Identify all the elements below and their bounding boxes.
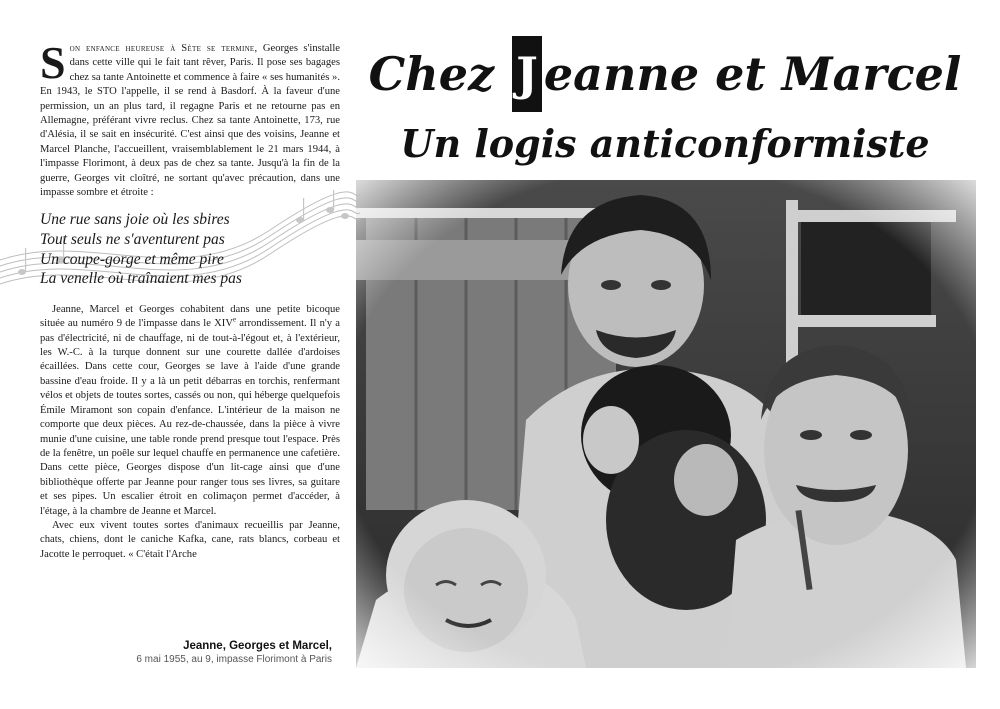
title-line-1: Chez J eanne et Marcel [350, 36, 980, 112]
caption-names: Jeanne, Georges et Marcel, [183, 640, 332, 652]
intro-paragraph [40, 37, 340, 200]
title-line-2: Un logis anticonformiste [400, 121, 930, 166]
poem-line: Une rue sans joie où les sbires [40, 211, 230, 229]
black-white-photo [356, 180, 976, 668]
caption-date: 6 mai 1955, au 9, impasse Florimont à Paris [136, 654, 332, 665]
poem-line: Tout seuls ne s'aventurent pas [40, 231, 225, 249]
photo-caption [32, 640, 332, 665]
title-initial-box: J [512, 36, 542, 112]
article-column [40, 37, 340, 562]
song-quote [40, 210, 340, 288]
intro-text: Georges s'installe dans cette ville qui le fait tant rêver, Paris. Il pose ses bagages chez sa tante Antoinette et commence à faire « ses humanités ». En 1943, le STO l'appelle, il se rend à Basdorf. À la faveur d'une permission, un an plus tard, il regagne Paris et ne retourne pas en Allemagne, préférant vivre reclus. Chez sa tante Antoinette, 173, rue d'Alésia, il se sait en insécurité. C'est ainsi que des voisins, Jeanne et Marcel Planche, l'accueillent, vraisemblablement le 21 mars 1944, à l'impasse Florimont, à deux pas de chez sa tante. Jusqu'à la fin de la guerre, Georges vit cloîtré, ne sortant qu'avec précaution, dans une impasse sombre et étroite : [40, 43, 340, 199]
body-paragraph: Jeanne, Marcel et Georges cohabitent dans une petite bicoque située au numéro 9 de l'impasse dans le XIVe arrondissement. Il n'y a pas d'électricité, ni de chauffage, ni de tout-à-l'égout et, à l'extérieur, les W.-C. à la turque donnent sur une courette dallée d'ardoises écaillées. Dans cette cour, Georges se lave à l'aide d'une grande bassine d'eau froide. Il y a là un petit débarras en torchis, renfermant vélos et objets de toutes sortes, cassés ou non, qui héberge quelquefois Émile Miramont son copain d'enfance. L'intérieur de la maison ne comporte que deux pièces. Au rez-de-chaussée, dans la pièce à vivre munie d'une cuisine, une table ronde prend presque tout l'espace. Près de la fenêtre, un poêle sur lequel chauffe en permanence une cafetière. Dans cette pièce, Georges dispose d'un lit-cage ainsi que d'une bibliothèque offerte par Jeanne pour ranger tous ses livres, sa guitare et ses pipes. Un escalier étroit en colimaçon permet d'accéder, à l'étage, à la chambre de Jeanne et Marcel. [40, 303, 340, 517]
intro-lead: on enfance heureuse à Sète se termine, [69, 43, 258, 54]
poem-line: La venelle où traînaient mes pas [40, 270, 242, 288]
drop-cap: S [40, 37, 66, 88]
body-paragraph: Avec eux vivent toutes sortes d'animaux recueillis par Jeanne, chats, chiens, dont le caniche Kafka, cane, rats blancs, corbeau et Jacotte le perroquet. « C'était l'Arche [40, 519, 340, 560]
photo-illustration [356, 180, 976, 668]
poem-line: Un coupe-gorge et même pire [40, 250, 224, 268]
page-title [350, 36, 980, 168]
